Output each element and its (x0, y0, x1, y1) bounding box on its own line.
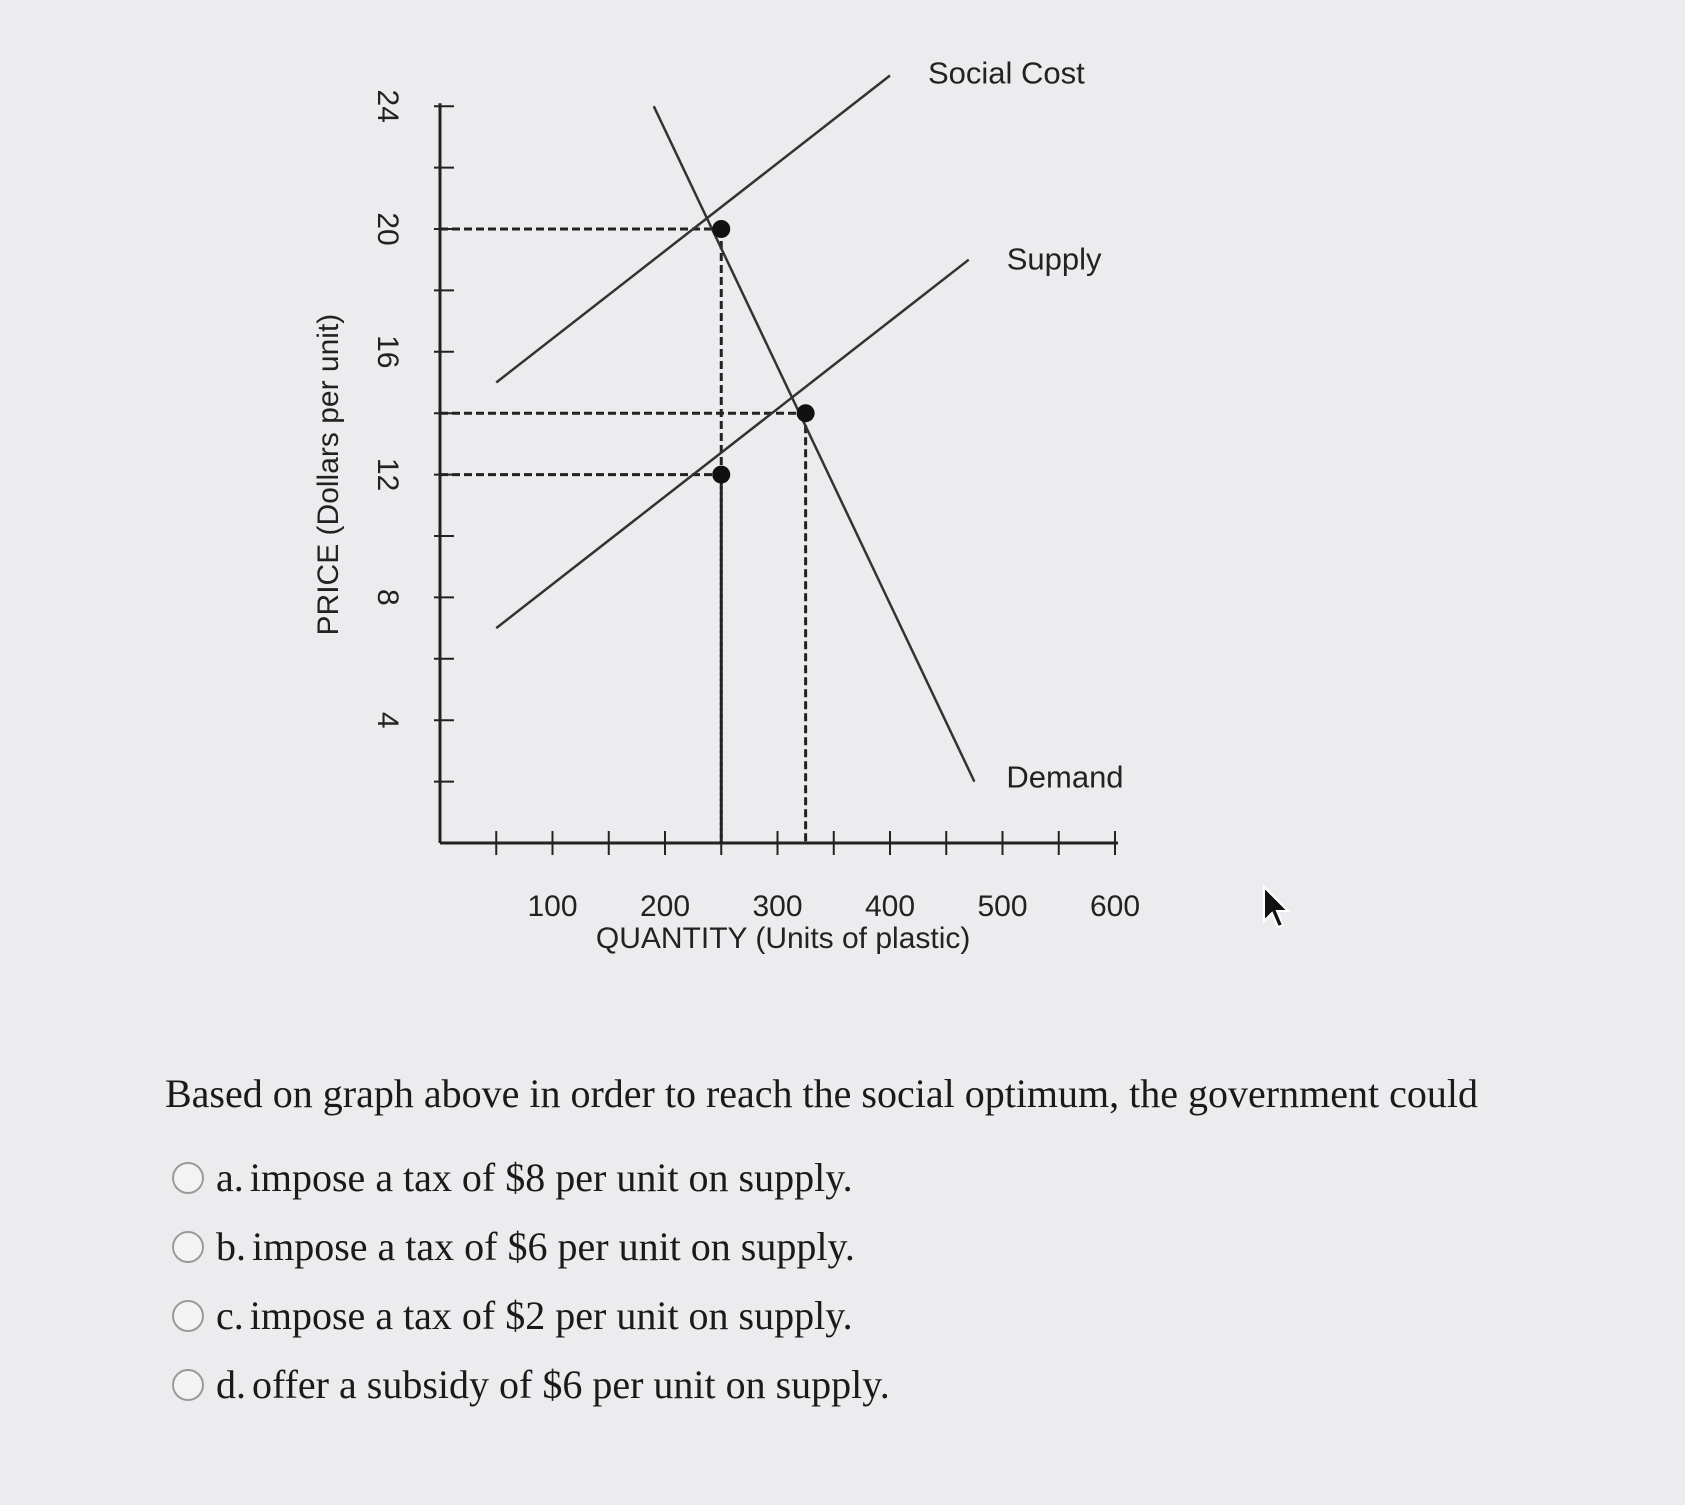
y-tick-label: 24 (371, 89, 404, 123)
series-lines (496, 76, 974, 782)
data-point (797, 404, 815, 422)
series-label-supply: Supply (1006, 241, 1102, 277)
radio-button-c[interactable] (172, 1300, 204, 1332)
option-letter: d. (216, 1362, 246, 1407)
x-tick-label: 100 (527, 890, 578, 923)
series-label-demand: Demand (1006, 759, 1124, 795)
option-a[interactable] (172, 1143, 1372, 1212)
series-line-supply (496, 260, 969, 628)
guide-lines (440, 229, 806, 843)
x-tick-label: 600 (1089, 890, 1141, 923)
x-axis-title: QUANTITY (Units of plastic) (595, 922, 971, 955)
option-b[interactable] (172, 1212, 1372, 1281)
data-point (712, 466, 730, 484)
answer-options (172, 1143, 1372, 1419)
option-text: impose a tax of $6 per unit on supply. (252, 1224, 855, 1269)
series-label-social-cost: Social Cost (928, 55, 1085, 91)
series-line-demand (654, 106, 975, 781)
y-tick-label: 16 (371, 335, 404, 369)
y-axis-title: PRICE (Dollars per unit) (312, 313, 345, 636)
x-tick-label: 400 (864, 890, 916, 923)
option-letter: a. (216, 1155, 244, 1200)
option-c[interactable] (172, 1281, 1372, 1350)
x-tick-label: 200 (639, 890, 691, 923)
radio-button-a[interactable] (172, 1162, 204, 1194)
y-tick-label: 8 (371, 589, 404, 606)
data-point (712, 220, 730, 238)
chart-labels (312, 56, 1140, 956)
radio-button-d[interactable] (172, 1369, 204, 1401)
option-text: impose a tax of $2 per unit on supply. (249, 1293, 853, 1338)
y-tick-label: 20 (371, 212, 404, 246)
option-text: offer a subsidy of $6 per unit on supply. (252, 1362, 890, 1407)
x-tick-label: 500 (977, 890, 1028, 923)
option-text: impose a tax of $8 per unit on supply. (249, 1155, 853, 1200)
y-tick-label: 4 (371, 711, 404, 729)
option-letter: c. (216, 1293, 244, 1338)
axes (434, 103, 1118, 855)
radio-button-b[interactable] (172, 1231, 204, 1263)
x-tick-label: 300 (752, 890, 803, 923)
y-tick-label: 12 (371, 457, 404, 492)
question-text: Based on graph above in order to reach the social optimum, the government could (165, 1071, 1478, 1116)
mouse-pointer-icon (1262, 885, 1292, 931)
option-d[interactable] (172, 1350, 1372, 1419)
option-letter: b. (216, 1224, 246, 1269)
